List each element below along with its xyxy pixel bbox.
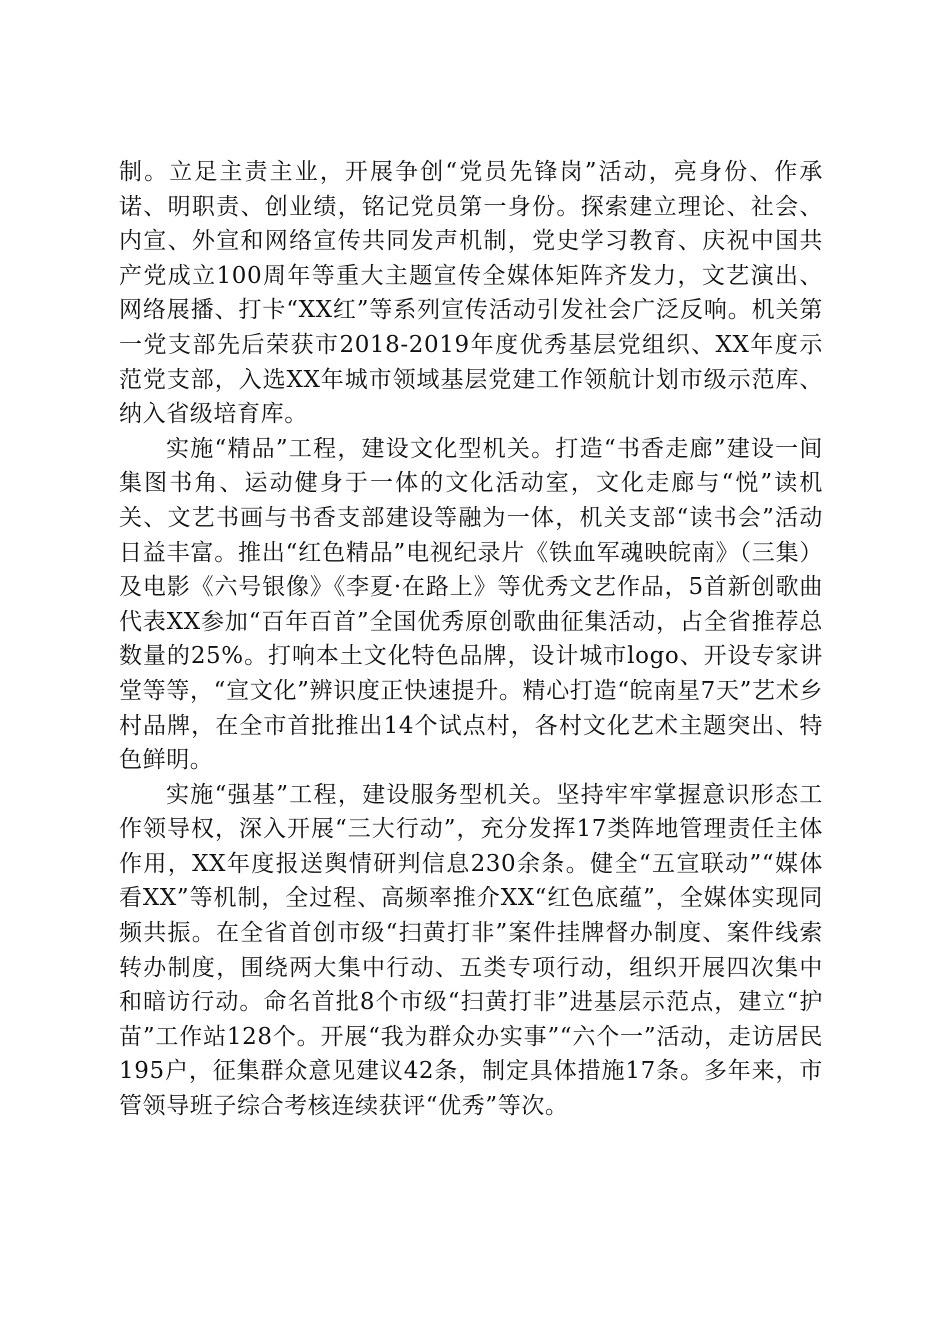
paragraph-quality-culture-project: 实施“精品”工程，建设文化型机关。打造“书香走廊”建设一间集图书角、运动健身于一体的文化活动室，文化走廊与“悦”读机关、文艺书画与书香支部建设等融为一体，机关支部“读书会”活动日益丰富。推出“红色精品”电视纪录片《铁血军魂映皖南》（三集）及电影《六号银像》《李夏·在路上》等优秀文艺作品，5首新创歌曲代表XX参加“百年百首”全国优秀原创歌曲征集活动，占全省推荐总数量的25%。打响本土文化特色品牌，设计城市logo、开设专家讲堂等等，“宣文化”辨识度正快速提升。精心打造“皖南星7天”艺术乡村品牌，在全市首批推出14个试点村，各村文化艺术主题突出、特色鲜明。 — [119, 435, 823, 774]
paragraph-strengthen-foundation-project: 实施“强基”工程，建设服务型机关。坚持牢牢掌握意识形态工作领导权，深入开展“三大行动”，充分发挥17类阵地管理责任主体作用，XX年度报送舆情研判信息230余条。健全“五宣联动”“媒体看XX”等机制，全过程、高频率推介XX“红色底蕴”，全媒体实现同频共振。在全省首创市级“扫黄打非”案件挂牌督办制度、案件线索转办制度，围绕两大集中行动、五类专项行动，组织开展四次集中和暗访行动。命名首批8个市级“扫黄打非”进基层示范点，建立“护苗”工作站128个。开展“我为群众办实事”“六个一”活动，走访居民195户，征集群众意见建议42条，制定具体措施17条。多年来，市管领导班子综合考核连续获评“优秀”等次。 — [119, 781, 823, 1120]
paragraph-party-building-continued: 制。立足主责主业，开展争创“党员先锋岗”活动，亮身份、作承诺、明职责、创业绩，铭记党员第一身份。探索建立理论、社会、内宣、外宣和网络宣传共同发声机制，党史学习教育、庆祝中国共产党成立100周年等重大主题宣传全媒体矩阵齐发力，文艺演出、网络展播、打卡“XX红”等系列宣传活动引发社会广泛反响。机关第一党支部先后荣获市2018-2019年度优秀基层党组织、XX年度示范党支部，入选XX年城市领域基层党建工作领航计划市级示范库、纳入省级培育库。 — [119, 159, 823, 428]
document-body — [119, 155, 823, 1124]
